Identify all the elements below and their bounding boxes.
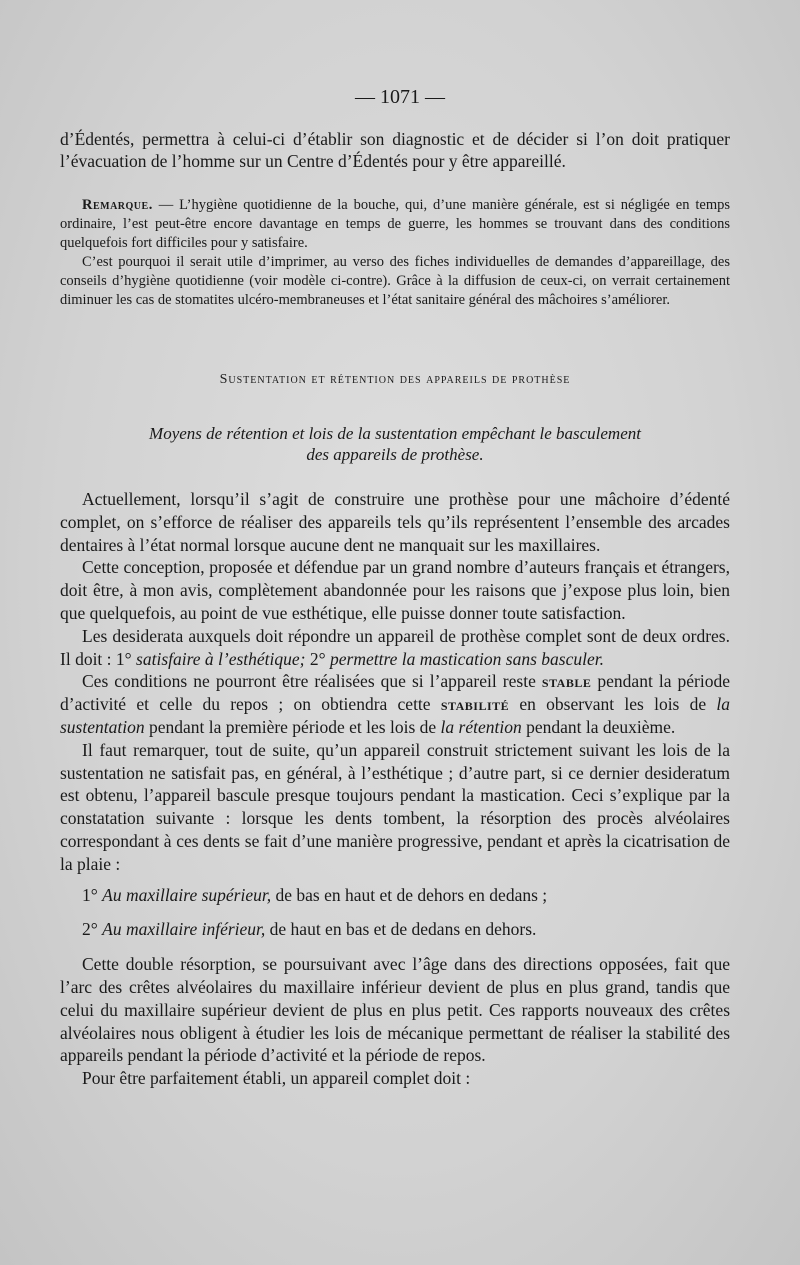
remarque-paragraph-2: C’est pourquoi il serait utile d’imprimer, au verso des fiches individuelles de demandes d’appareillage, des conseils d’hygiène quotidienne (voir modèle ci-contre). Grâce à la diffusion de ceux-ci, on verrait certainement diminuer les cas de stomatites ulcéro-membraneuses et l’état sanitaire général des mâchoires s’améliorer. [60, 254, 730, 308]
paragraph-1: Actuellement, lorsqu’il s’agit de construire une prothèse pour une mâchoire d’édenté complet, on s’efforce de réaliser des appareils tels qu’ils représentent l’ensemble des arcades dentaires à l’état normal lorsque aucune dent ne manquait sur les maxillaires. [60, 489, 730, 555]
paragraph-4 [60, 670, 730, 738]
paragraph-3-d: permettre la mastication sans basculer. [330, 648, 604, 669]
paragraph-5: Il faut remarquer, tout de suite, qu’un appareil construit strictement suivant les lois de la sustentation ne satisfait pas, en général, à l’esthétique ; d’autre part, si ce dernier desideratum est obtenu, l’appareil bascule presque toujours pendant la mastication. Ceci s’explique par la constatation suivante : lorsque les dents tombent, la résorption des procès alvéolaires correspondant à ces dents se fait d’une manière progressive, pendant et après la cicatrisation de la plaie : [60, 739, 730, 874]
paragraph-4-d: stabilité [440, 694, 510, 715]
paragraph-4-c: pendant la période d’activité et celle du repos ; on obtiendra cette [60, 671, 730, 715]
intro-paragraph [60, 128, 730, 172]
section-title: Sustentation et rétention des appareils de prothèse [219, 372, 571, 387]
subtitle-line-1: Moyens de rétention et lois de la sustentation empêchant le basculement [149, 424, 641, 443]
paragraph-4-e: en observant les lois de [509, 694, 717, 715]
list-item-1-rest: de bas en haut et de dehors en dedans ; [271, 884, 548, 905]
paragraph-3-c: 2° [305, 648, 330, 669]
list-item-2-num: 2° [82, 919, 103, 940]
list-item-1-num: 1° [82, 884, 103, 905]
intro-text: d’Édentés, permettra à celui-ci d’établir son diagnostic et de décider si l’on doit pratiquer l’évacuation de l’homme sur un Centre d’Édentés pour y être appareillé. [60, 129, 730, 171]
paragraph-4-a: Ces conditions ne pourront être réalisées que si l’appareil reste [82, 671, 542, 692]
subtitle-line-2: des appareils de prothèse. [306, 445, 484, 464]
list-item-1 [60, 884, 730, 907]
paragraph-3-b: satisfaire à l’esthétique; [136, 648, 306, 669]
remarque-block [60, 196, 730, 310]
list-item-1-italic: Au maxillaire supérieur, [102, 884, 272, 905]
list-item-2-rest: de haut en bas et de dedans en dehors. [265, 919, 537, 940]
paragraph-3-a: Les desiderata auxquels doit répondre un appareil de prothèse complet sont de deux ordres. Il doit : 1° [60, 625, 730, 669]
paragraph-6: Cette double résorption, se poursuivant avec l’âge dans des directions opposées, fait que l’arc des crêtes alvéolaires du maxillaire inférieur devient de plus en plus grand, tandis que celui du maxillaire supérieur devient de plus en plus petit. Ces rapports nouveaux des crêtes alvéolaires nous obligent à étudier les lois de mécanique permettant de réaliser la stabilité des appareils pendant la période d’activité et la période de repos. [60, 954, 730, 1066]
paragraph-4-i: pendant la deuxième. [521, 716, 676, 737]
paragraph-4-g: pendant la première période et les lois de [144, 716, 441, 737]
remarque-text: — L’hygiène quotidienne de la bouche, qui, d’une manière générale, est si négligée en temps ordinaire, l’est peut-être encore davantage en temps de guerre, les hommes se trouvant dans des conditions quelquefois fort difficiles pour y satisfaire. [60, 197, 730, 251]
list-item-2 [60, 918, 730, 941]
paragraph-3 [60, 625, 730, 671]
remarque-label: Remarque. [82, 197, 153, 213]
paragraph-2: Cette conception, proposée et défendue par un grand nombre d’auteurs français et étrangers, doit être, à mon avis, complètement abandonnée pour les raisons que j’expose plus loin, bien que quelquefois, au point de vue esthétique, elle puisse donner toute satisfaction. [60, 557, 730, 623]
body-text [60, 488, 730, 1090]
paragraph-4-f: la sustentation [60, 694, 730, 737]
page-number: — 1071 — [355, 86, 445, 108]
list-item-2-italic: Au maxillaire inférieur, [102, 919, 266, 940]
paragraph-4-b: stable [541, 671, 592, 692]
paragraph-7: Pour être parfaitement établi, un appareil complet doit : [82, 1068, 471, 1089]
paragraph-4-h: la rétention [440, 716, 522, 737]
remarque-paragraph [60, 196, 730, 253]
